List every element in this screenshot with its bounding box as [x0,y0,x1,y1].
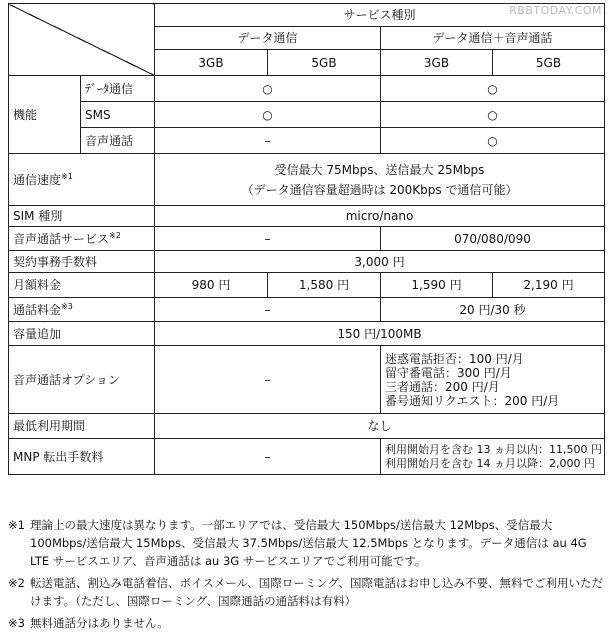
row-feature-voice [9,128,605,154]
capacity-add-label: 容量追加 [9,322,155,346]
row-call-fee [9,298,605,322]
plan-spec-table [8,3,605,475]
voice-options-data-plan: – [155,346,381,414]
call-fee-note-mark: ※3 [61,301,73,311]
contract-fee-label: 契約事務手数料 [9,251,155,273]
voice-option-item: 留守番電話：300 円/月 [385,365,512,380]
mnp-data-plan: – [155,439,381,475]
speed-label-cell [9,154,155,206]
min-period-label: 最低利用期間 [9,414,155,439]
footnote-mark: ※2 [8,576,25,590]
voice-options-list [381,346,605,414]
mnp-item: 利用開始月を含む 13 ヵ月以内：11,500 円 [385,442,602,456]
feature-voice-label: 音声通話 [81,128,155,154]
monthly-label: 月額料金 [9,273,155,298]
speed-value-cell [155,154,605,206]
voice-service-data-plan: – [155,227,381,251]
mnp-item: 利用開始月を含む 14 ヵ月以降：2,000 円 [385,456,595,470]
call-fee-label: 通話料金 [13,302,62,317]
row-feature-sms [9,102,605,128]
monthly-data-3gb: 980 円 [155,273,268,298]
row-voice-options [9,346,605,414]
mnp-list [381,439,605,475]
feature-data-voice-plan: ○ [381,76,605,102]
footnote-3 [8,614,604,632]
row-sim [9,206,605,227]
min-period-value: なし [155,414,605,439]
voice-service-voice-plan: 070/080/090 [381,227,605,251]
footnote-2 [8,574,604,610]
call-fee-voice-plan: 20 円/30 秒 [381,298,605,322]
feature-sms-voice-plan: ○ [381,102,605,128]
speed-line-1: 受信最大 75Mbps、送信最大 25Mbps [274,162,485,177]
footnotes [8,516,604,636]
header-data-plan: データ通信 [155,27,381,50]
row-feature-data [9,76,605,102]
call-fee-data-plan: – [155,298,381,322]
sim-value: micro/nano [155,206,605,227]
header-data-3gb: 3GB [155,50,268,76]
mnp-label: MNP 転出手数料 [9,439,155,475]
row-contract-fee [9,251,605,273]
row-mnp [9,439,605,475]
call-fee-label-cell [9,298,155,322]
contract-fee-value: 3,000 円 [155,251,605,273]
footnote-mark: ※1 [8,518,25,532]
speed-line-2: （データ通信容量超過時は 200Kbps で通信可能） [241,182,518,197]
feature-sms-data-plan: ○ [155,102,381,128]
voice-option-item: 三者通話：200 円/月 [385,379,500,394]
footnote-text: 無料通話分はありません。 [30,616,169,630]
voice-service-note-mark: ※2 [109,230,121,240]
header-voice-plan: データ通信＋音声通話 [381,27,605,50]
row-min-period [9,414,605,439]
footnote-1 [8,516,604,570]
capacity-add-value: 150 円/100MB [155,322,605,346]
row-monthly [9,273,605,298]
monthly-voice-5gb: 2,190 円 [493,273,605,298]
voice-option-item: 番号通知リクエスト：200 円/月 [385,393,560,408]
speed-note-mark: ※1 [61,171,73,181]
feature-data-label: ﾃﾞｰﾀ通信 [81,76,155,102]
voice-options-label: 音声通話オプション [9,346,155,414]
footnote-mark: ※3 [8,616,25,630]
header-data-5gb: 5GB [268,50,381,76]
row-voice-service [9,227,605,251]
site-watermark: RBBTODAY.COM [509,4,602,17]
footnote-text: 理論上の最大速度は異なります。一部エリアでは、受信最大 150Mbps/送信最大 12Mbps、受信最大 100Mbps/送信最大 15Mbps、受信最大 37.5Mbps/送信最大 12.5Mbps となります。データ通信は au 4G LTE サービスエリア、音声通話は au 3G サービスエリアでご利用可能です。 [30,518,587,568]
feature-data-data-plan: ○ [155,76,381,102]
sim-label: SIM 種別 [9,206,155,227]
feature-voice-voice-plan: ○ [381,128,605,154]
header-voice-3gb: 3GB [381,50,493,76]
feature-voice-data-plan: – [155,128,381,154]
header-row-service [9,4,605,27]
feature-sms-label: SMS [81,102,155,128]
header-voice-5gb: 5GB [493,50,605,76]
speed-label: 通信速度 [13,172,62,187]
monthly-data-5gb: 1,580 円 [268,273,381,298]
voice-service-label-cell [9,227,155,251]
header-service-type: サービス種別 [155,4,605,27]
row-capacity-add [9,322,605,346]
voice-option-item: 迷惑電話拒否：100 円/月 [385,351,524,366]
features-label: 機能 [9,76,81,154]
footnote-text: 転送電話、割込み電話着信、ボイスメール、国際ローミング、国際電話はお申し込み不要、無料でご利用いただけます。（ただし、国際ローミング、国際通話の通話料は有料） [30,576,604,608]
header-diagonal-cell [9,4,155,76]
monthly-voice-3gb: 1,590 円 [381,273,493,298]
voice-service-label: 音声通話サービス [13,231,110,246]
row-speed [9,154,605,206]
